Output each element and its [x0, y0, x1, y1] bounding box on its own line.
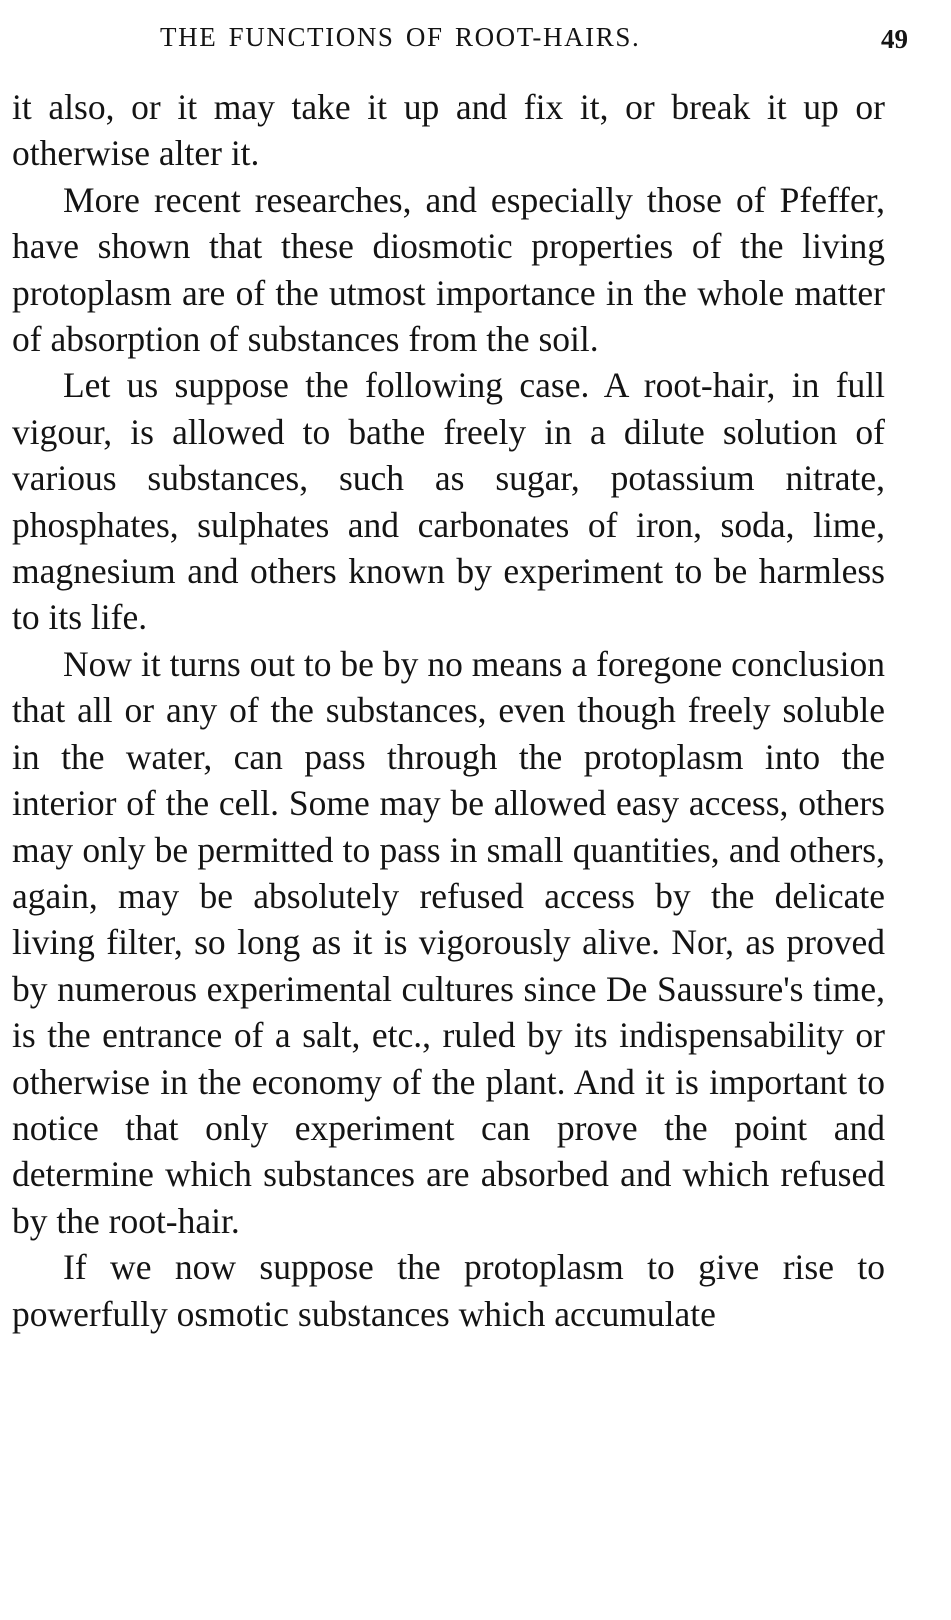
paragraph: Now it turns out to be by no means a foregone conclusion that all or any of the substances, even though freely soluble in the water, can pass through the protoplasm into the interior of the cell. Some may be allowed easy access, others may only be permitted to pass in small quantities, and others, again, may be absolutely refused access by the delicate living filter, so long as it is vigorously alive. Nor, as proved by numerous experimental cultures since De Saussure's time, is the entrance of a salt, etc., ruled by its indispensability or otherwise in the economy of the plant. And it is important to notice that only experiment can prove the point and determine which substances are absorbed and which refused by the root-hair. — [12, 643, 885, 1241]
paragraph: If we now suppose the protoplasm to give rise to powerfully osmotic substances which accumulate — [12, 1247, 885, 1334]
running-title: THE FUNCTIONS OF ROOT-HAIRS. — [160, 22, 641, 52]
paragraph: More recent researches, and especially those of Pfeffer, have shown that these diosmotic properties of the living protoplasm are of the utmost importance in the whole matter of absorption of substances from the soil. — [12, 179, 885, 360]
paragraph-continuation: it also, or it may take it up and fix it, or break it up or otherwise alter it. — [12, 87, 885, 174]
page-number: 49 — [881, 24, 908, 54]
page-header — [0, 22, 951, 62]
paragraph: Let us suppose the following case. A root-hair, in full vigour, is allowed to bathe freely in a dilute solution of various substances, such as sugar, potassium nitrate, phosphates, sulphates and carbonates of iron, soda, lime, magnesium and others known by experiment to be harmless to its life. — [12, 365, 885, 638]
body-text — [12, 84, 885, 1337]
